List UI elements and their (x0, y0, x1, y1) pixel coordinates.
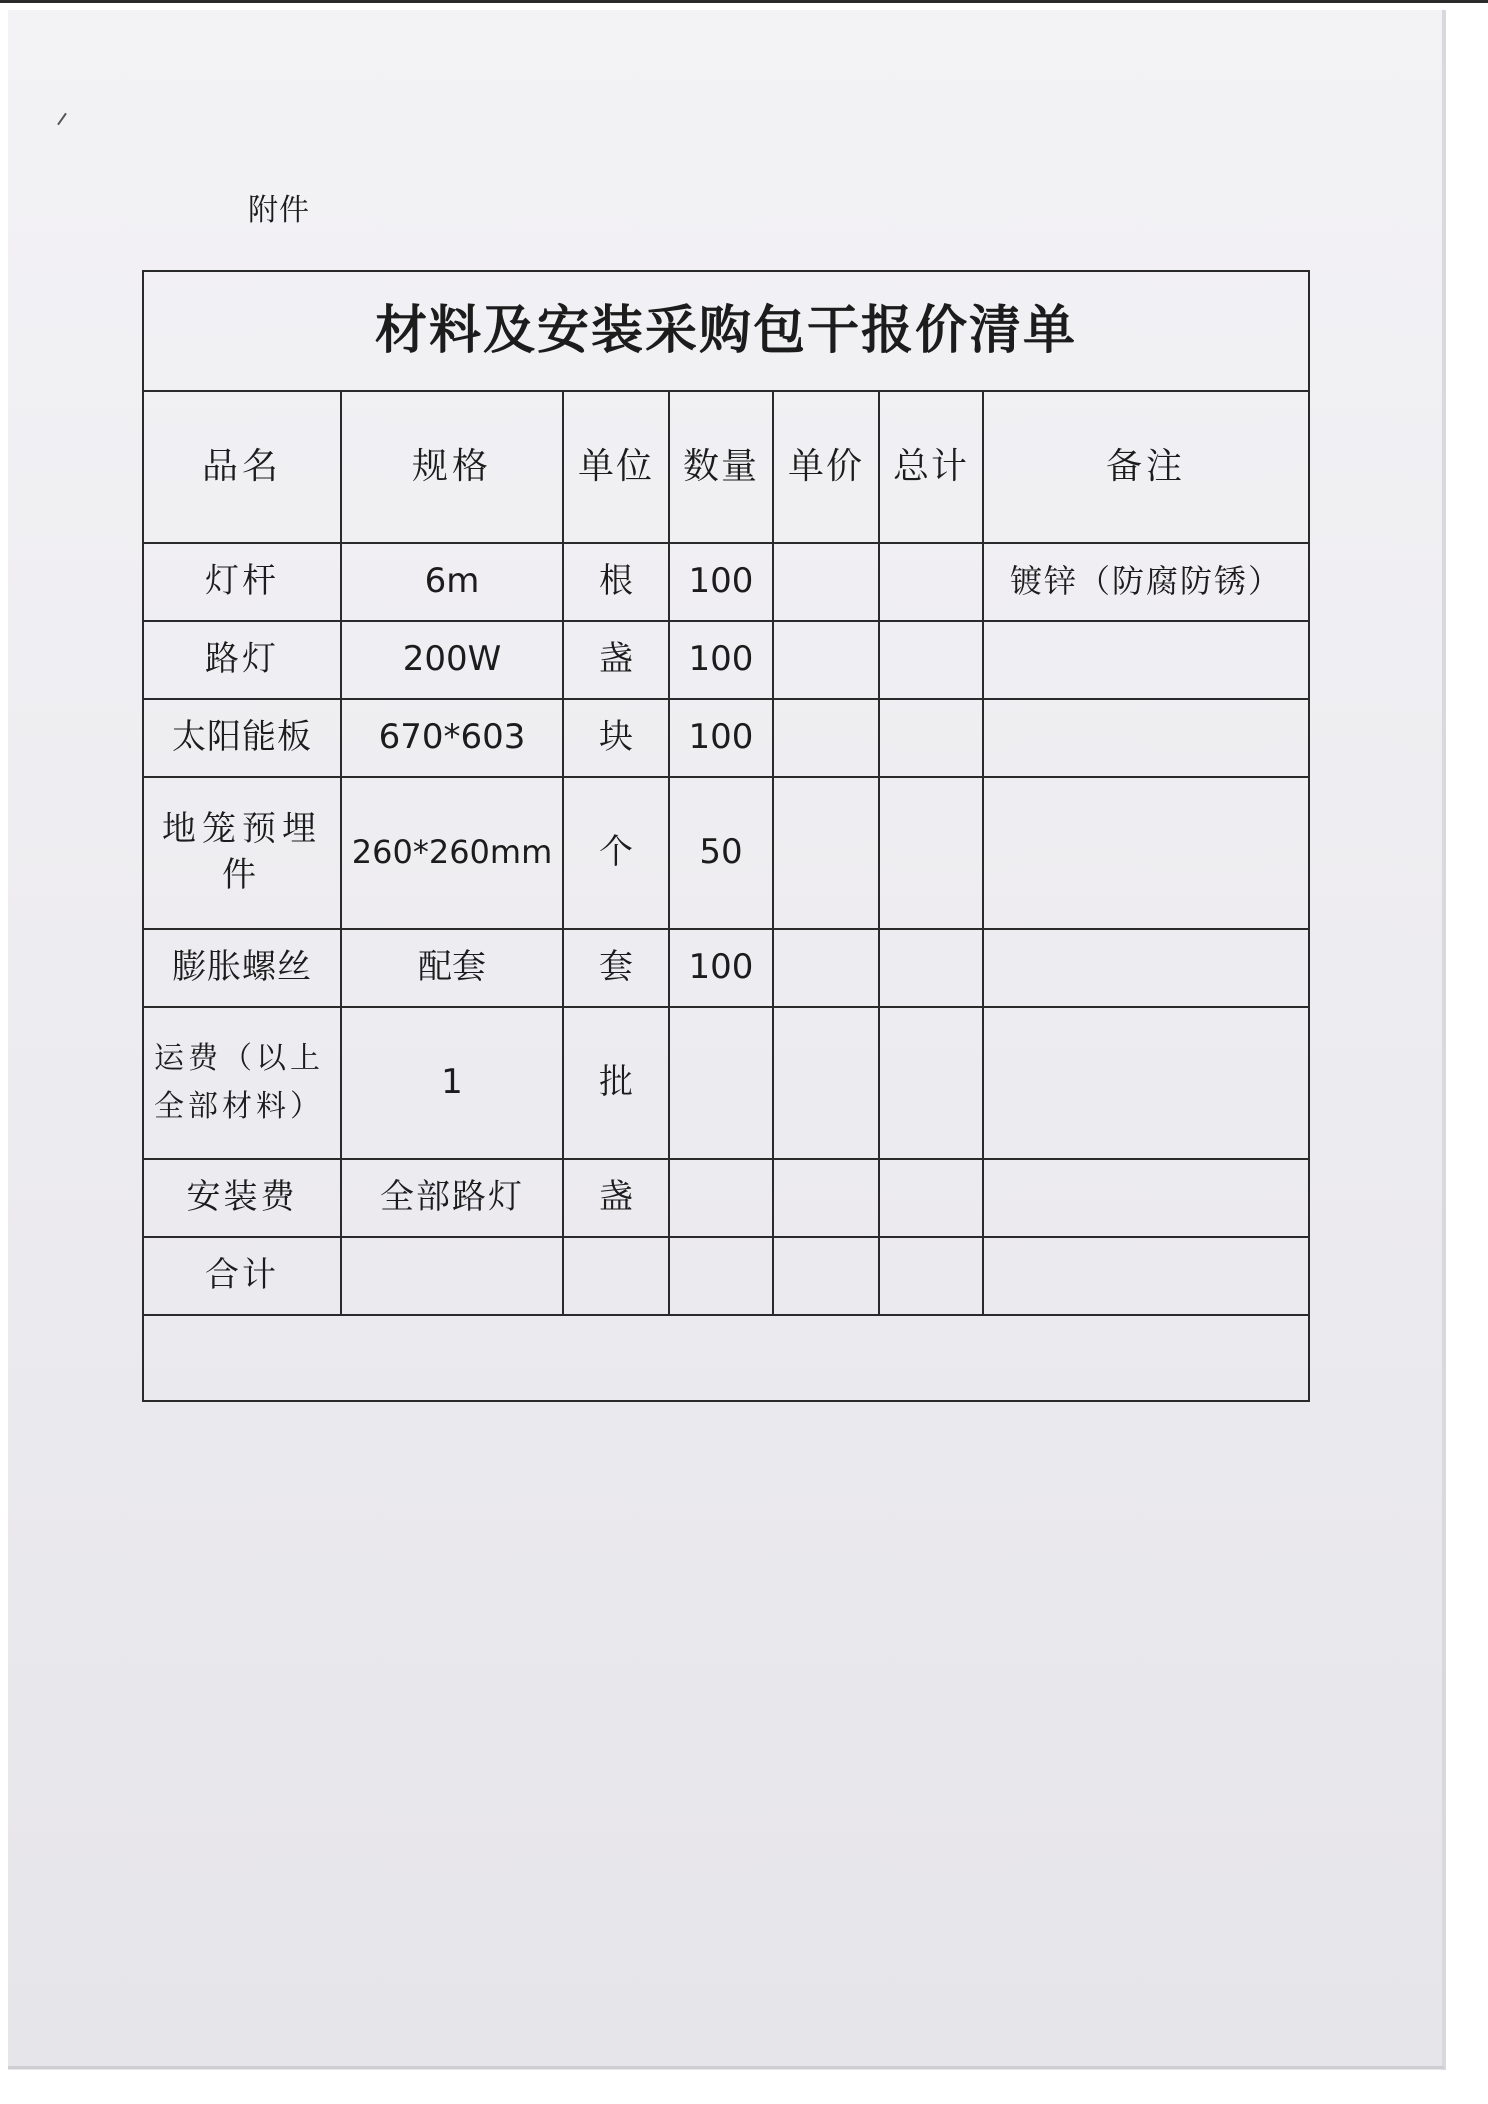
cell-spec: 6m (341, 543, 563, 621)
cell-spec: 200W (341, 621, 563, 699)
cell-name: 运费（以上全部材料） (143, 1007, 341, 1159)
cell-name: 太阳能板 (143, 699, 341, 777)
cell-note (983, 1007, 1309, 1159)
header-total: 总计 (879, 391, 983, 543)
cell-name: 路灯 (143, 621, 341, 699)
cell-spec: 670*603 (341, 699, 563, 777)
cell-total (879, 699, 983, 777)
cell-unit-price (773, 777, 879, 929)
header-name: 品名 (143, 391, 341, 543)
paper-bottom-edge (8, 2066, 1444, 2069)
cell-total (879, 543, 983, 621)
cell-total (879, 1159, 983, 1237)
cell-qty: 100 (669, 929, 773, 1007)
cell-unit: 批 (563, 1007, 669, 1159)
cell-unit-price (773, 1007, 879, 1159)
cell-qty (669, 1237, 773, 1315)
cell-total (879, 1237, 983, 1315)
header-spec: 规格 (341, 391, 563, 543)
cell-total (879, 1007, 983, 1159)
cell-spec: 260*260mm (341, 777, 563, 929)
header-unit: 单位 (563, 391, 669, 543)
cell-unit: 盏 (563, 1159, 669, 1237)
table-row (143, 699, 1309, 777)
table-row (143, 929, 1309, 1007)
cell-qty: 100 (669, 699, 773, 777)
cell-unit: 块 (563, 699, 669, 777)
cell-name: 灯杆 (143, 543, 341, 621)
table-header-row (143, 391, 1309, 543)
header-unit-price: 单价 (773, 391, 879, 543)
cell-unit: 根 (563, 543, 669, 621)
table-row (143, 777, 1309, 929)
cell-spec: 全部路灯 (341, 1159, 563, 1237)
cell-spec: 配套 (341, 929, 563, 1007)
cell-unit-price (773, 543, 879, 621)
cell-qty (669, 1007, 773, 1159)
quotation-table (142, 270, 1310, 1402)
cell-spec (341, 1237, 563, 1315)
cell-name: 安装费 (143, 1159, 341, 1237)
cell-unit-price (773, 1159, 879, 1237)
cell-total (879, 621, 983, 699)
cell-unit-price (773, 929, 879, 1007)
cell-spec: 1 (341, 1007, 563, 1159)
cell-unit-price (773, 621, 879, 699)
cell-name: 合计 (143, 1237, 341, 1315)
cell-qty (669, 1159, 773, 1237)
cell-name: 膨胀螺丝 (143, 929, 341, 1007)
table-row (143, 1007, 1309, 1159)
cell-note (983, 621, 1309, 699)
cell-unit (563, 1237, 669, 1315)
cell-unit: 盏 (563, 621, 669, 699)
cell-qty: 50 (669, 777, 773, 929)
cell-qty: 100 (669, 621, 773, 699)
cell-unit: 个 (563, 777, 669, 929)
paper-right-edge (1442, 10, 1446, 2070)
cell-total (879, 929, 983, 1007)
cell-note (983, 1237, 1309, 1315)
table-row-total (143, 1237, 1309, 1315)
cell-note (983, 777, 1309, 929)
cell-qty: 100 (669, 543, 773, 621)
cell-unit-price (773, 1237, 879, 1315)
attachment-label: 附件 (248, 193, 310, 228)
cell-unit-price (773, 699, 879, 777)
cell-total (879, 777, 983, 929)
cell-name: 地笼预埋件 (143, 777, 341, 929)
cell-note (983, 929, 1309, 1007)
cell-note (983, 1159, 1309, 1237)
header-qty: 数量 (669, 391, 773, 543)
cell-note: 镀锌（防腐防锈） (983, 543, 1309, 621)
cell-unit: 套 (563, 929, 669, 1007)
table-row (143, 621, 1309, 699)
cell-note (983, 699, 1309, 777)
table-footer-cell (143, 1315, 1309, 1401)
scan-top-edge (0, 0, 1488, 3)
header-note: 备注 (983, 391, 1309, 543)
document-title: 材料及安装采购包干报价清单 (143, 271, 1309, 391)
table-row (143, 1159, 1309, 1237)
table-row (143, 543, 1309, 621)
